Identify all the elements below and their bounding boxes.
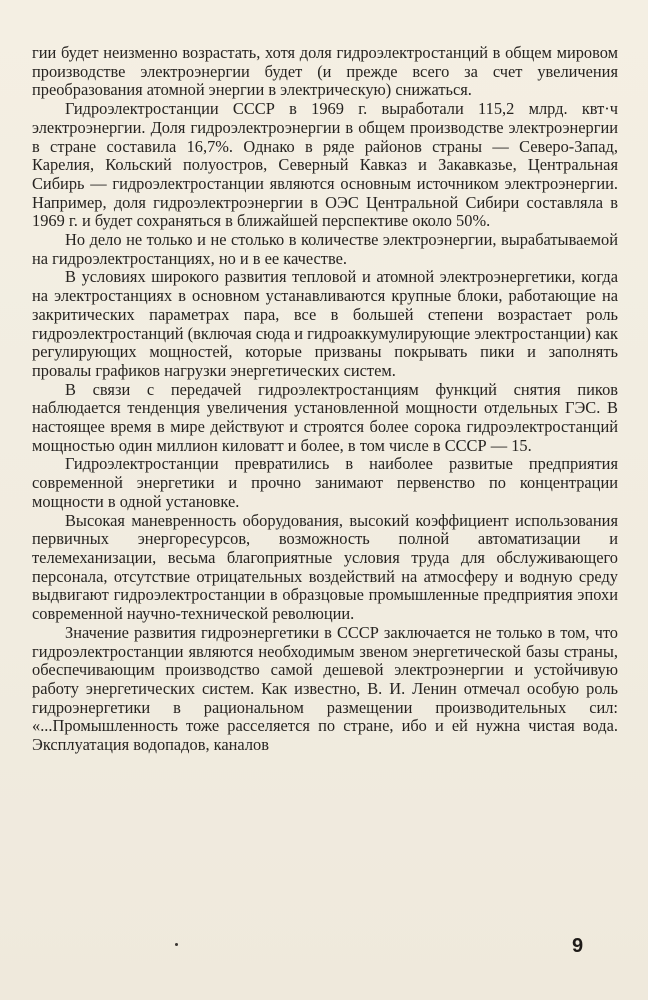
paragraph-significance: Значение развития гидроэнергетики в СССР заключается не только в том, что гидроэлектростанции являются необходимым звеном энергетической базы страны, обеспечивающим производство самой дешевой электроэнергии и устойчивую работу энергетических систем. Как известно, В. И. Ленин отмечал особую роль гидроэнергетики в рациональном размещении производительных сил: «...Промышленность тоже расселяется по стране, ибо и ей нужна чистая вода. Эксплуатация водопадов, каналов — [32, 622, 618, 755]
paragraph-quality: Но дело не только и не столько в количестве электроэнергии, вырабатываемой на гидроэлектростанциях, но и в ее качестве. — [32, 230, 618, 268]
paragraph-ussr-hydro-output: Гидроэлектростанции СССР в 1969 г. выработали 115,2 млрд. квт·ч электроэнергии. Доля гидроэлектроэнергии в общем производстве электроэнергии в стране составила 16,7%. Однако в ряде районов страны — Северо-Запад, Карелия, Кольский полуостров, Северный Кавказ и Закавказье, Центральная Сибирь — гидроэлектростанции являются основным источником электроэнергии. Например, доля гидроэлектроэнергии в ОЭС Центральной Сибири составляла в 1969 г. и будет сохраняться в ближайшей перспективе около 50%. — [32, 99, 618, 231]
paragraph-continuation: гии будет неизменно возрастать, хотя доля гидроэлектростанций в общем мировом производстве электроэнергии будет (и прежде всего за счет увеличения преобразования атомной энергии в электрическую) снижаться. — [32, 43, 618, 100]
paragraph-peak-load: В связи с передачей гидроэлектростанциям функций снятия пиков наблюдается тенденция увеличения установленной мощности отдельных ГЭС. В настоящее время в мире действуют и строятся более сорока гидроэлектростанций мощностью один миллион киловатт и более, в том числе в СССР — 15. — [32, 379, 618, 455]
page-number: 9 — [572, 935, 584, 957]
body-text — [32, 44, 618, 755]
paragraph-concentration: Гидроэлектростанции превратились в наиболее развитые предприятия современной энергетики и прочно занимают первенство по концентрации мощности в одной установке. — [32, 454, 618, 511]
paragraph-maneuverability: Высокая маневренность оборудования, высокий коэффициент использования первичных энергоресурсов, возможность полной автоматизации и телемеханизации, весьма благоприятные условия труда для обслуживающего персонала, отсутствие отрицательных воздействий на атмосферу и водную среду выдвигают гидроэлектростанции в образцовые промышленные предприятия эпохи современной научно-технической революции. — [32, 510, 618, 624]
ink-dot — [175, 943, 178, 946]
paragraph-regulating-capacity: В условиях широкого развития тепловой и атомной электроэнергетики, когда на электростанциях в основном устанавливаются крупные блоки, работающие на закритических параметрах пара, все в большей степени возрастает роль гидроэлектростанций (включая сюда и гидроаккумулирующие электростанции) как регулирующих мощностей, которые призваны покрывать пики и заполнять провалы графиков нагрузки энергетических систем. — [32, 267, 618, 380]
